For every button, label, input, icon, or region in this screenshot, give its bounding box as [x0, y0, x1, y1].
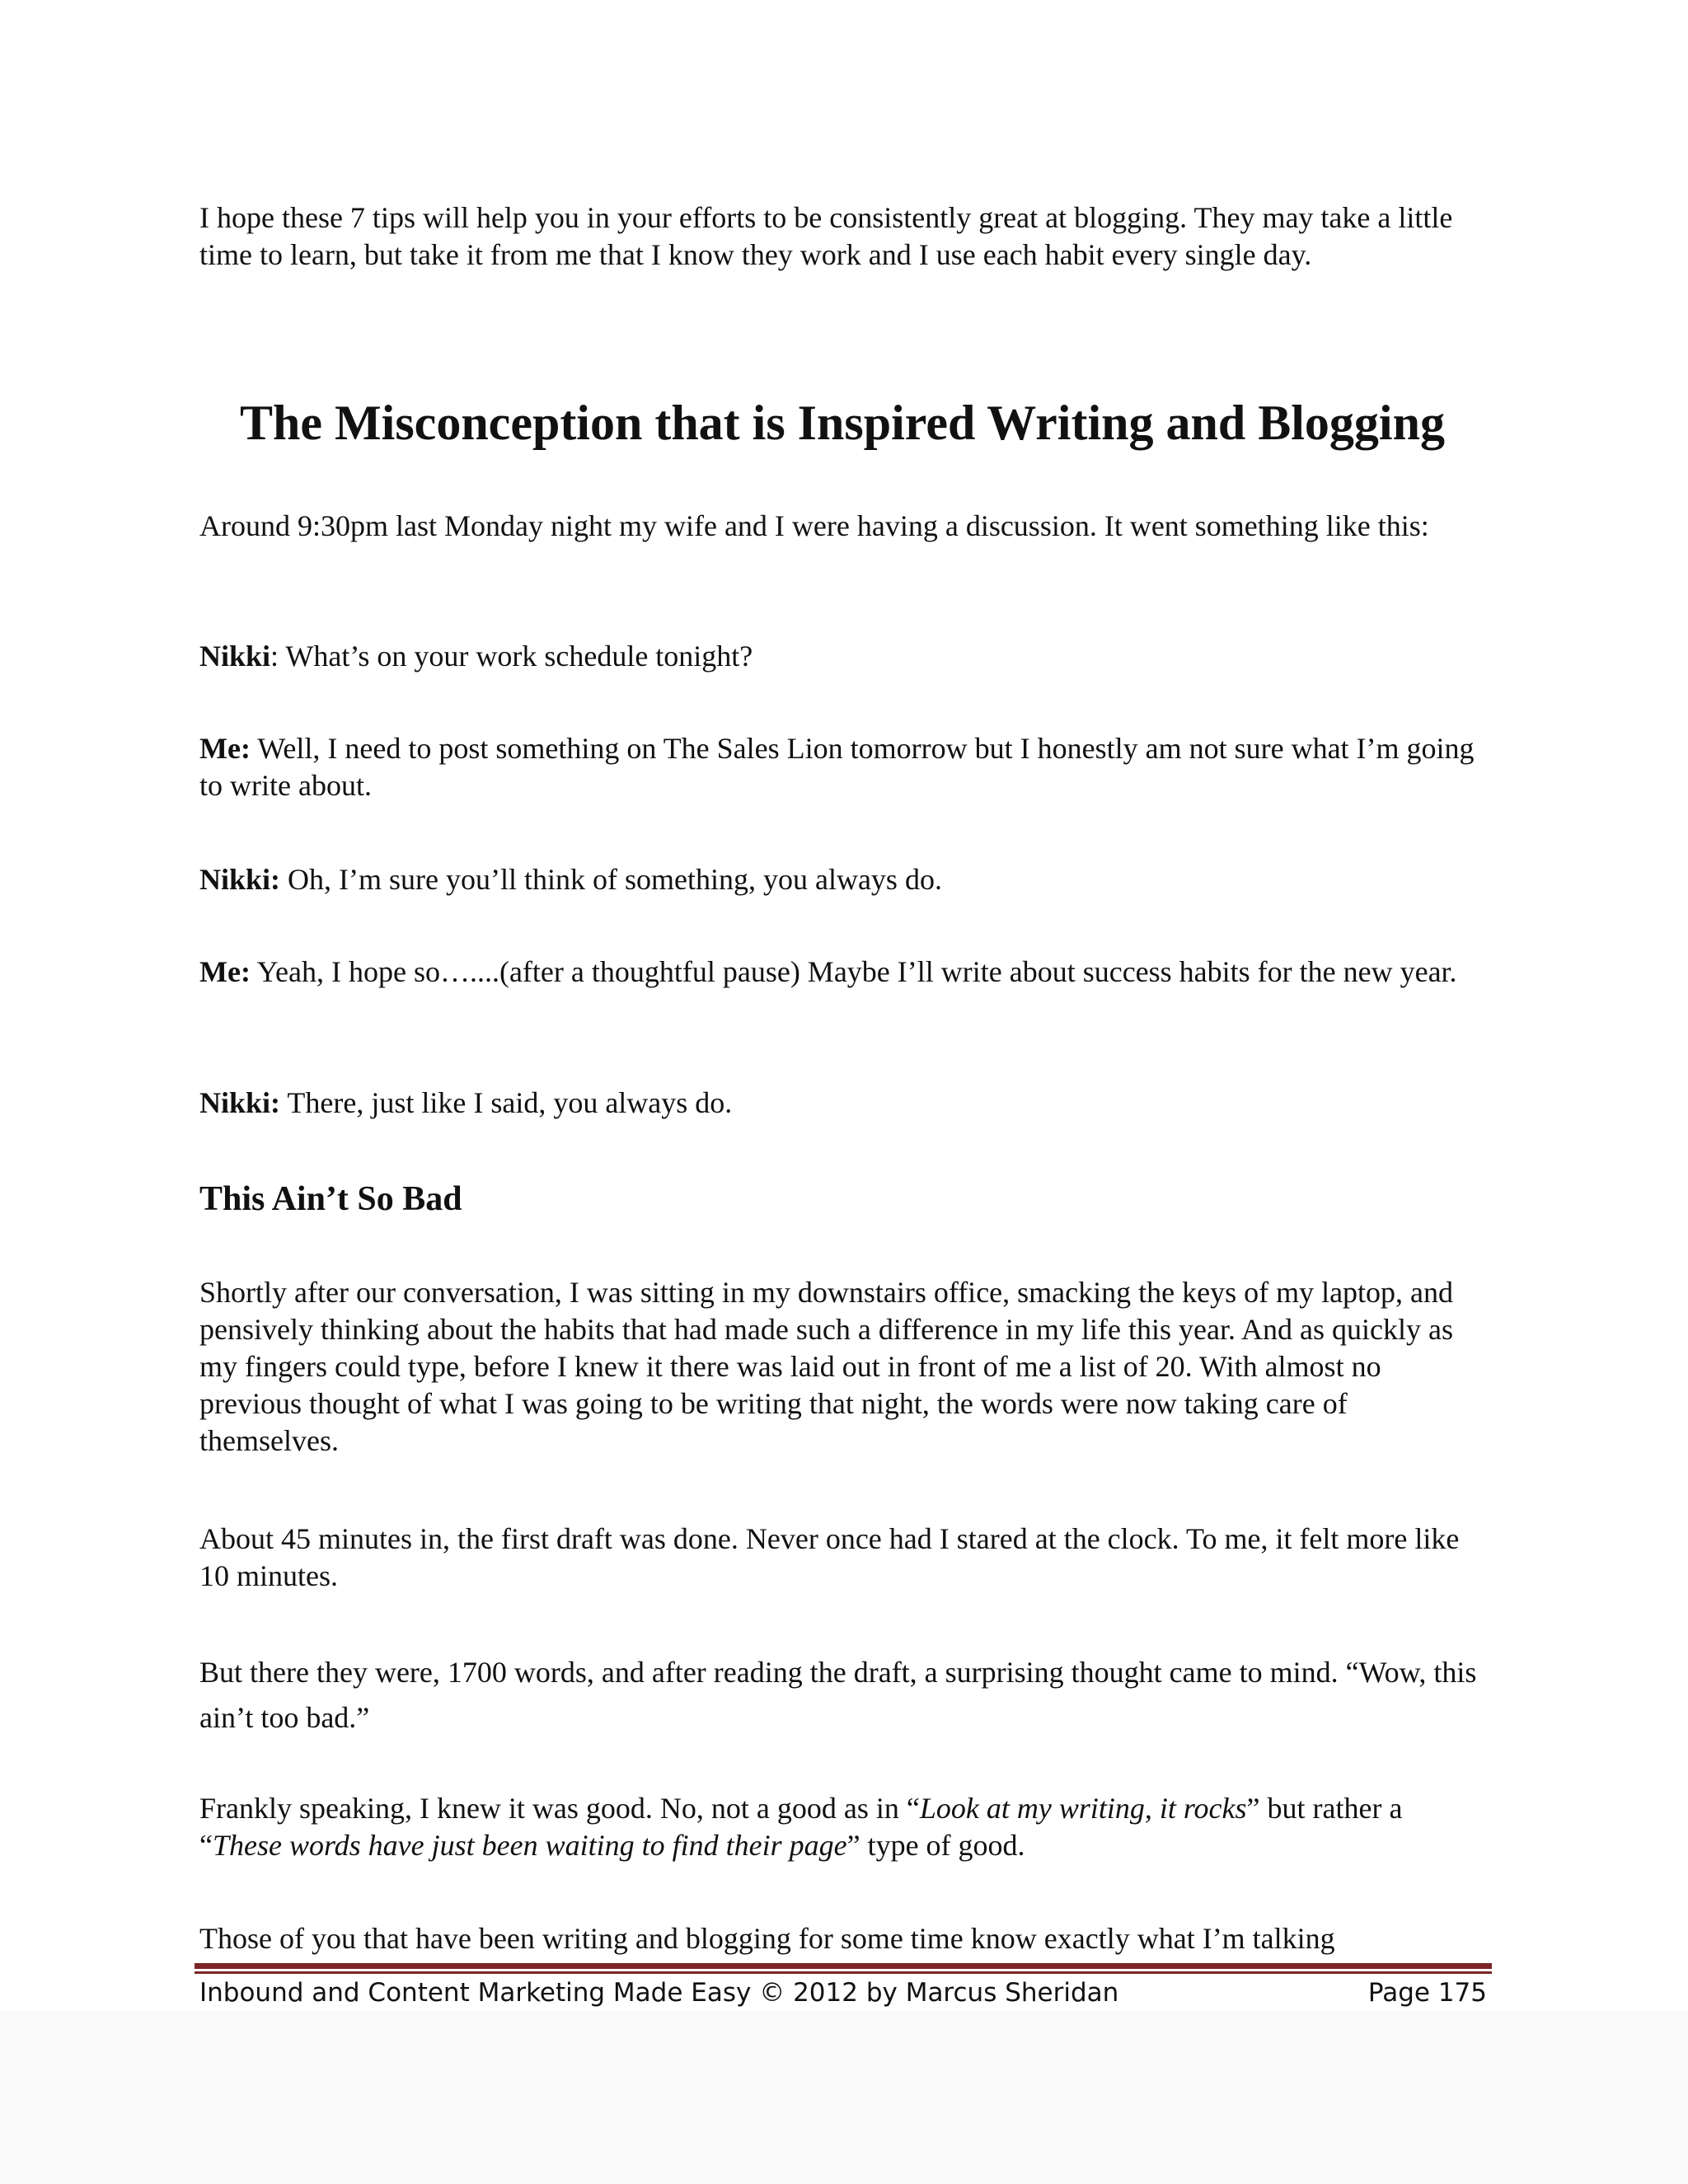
page-number: Page 175: [1367, 1978, 1487, 2008]
body-paragraph: Frankly speaking, I knew it was good. No, not a good as in “Look at my writing, it rocks” but rather a “These words have just been waiting to find their page” type of good.: [199, 1792, 1403, 1862]
speaker-name: Nikki:: [199, 863, 281, 896]
dialogue-text: Well, I need to post something on The Sales Lion tomorrow but I honestly am not sure what I’m going to write about.: [199, 732, 1475, 802]
dialogue-text: Yeah, I hope so…....(after a thoughtful pause) Maybe I’ll write about success habits for the new year.: [256, 955, 1457, 988]
italic-quote: Look at my writing, it rocks: [919, 1792, 1247, 1825]
opening-paragraph: Around 9:30pm last Monday night my wife and I were having a discussion. It went something like this:: [199, 509, 1429, 542]
dialogue-line: [199, 1085, 1485, 1122]
chapter-title: The Misconception that is Inspired Writing and Blogging: [240, 396, 1445, 450]
body-paragraph: Shortly after our conversation, I was sitting in my downstairs office, smacking the keys of my laptop, and pensively thinking about the habits that had made such a difference in my life this year. And as quickly as my fingers could type, before I knew it there was laid out in front of me a list of 20. With almost no previous thought of what I was going to be writing that night, the words were now taking care of themselves.: [199, 1276, 1454, 1457]
dialogue-text: Oh, I’m sure you’ll think of something, you always do.: [288, 863, 942, 896]
footer-copyright: Inbound and Content Marketing Made Easy © 2012 by Marcus Sheridan: [199, 1978, 1119, 2008]
dialogue-text: What’s on your work schedule tonight?: [285, 640, 753, 673]
speaker-name: Nikki: [199, 640, 271, 673]
dialogue-line: [199, 861, 1485, 898]
body-paragraph: About 45 minutes in, the first draft was done. Never once had I stared at the clock. To me, it felt more like 10 minutes.: [199, 1522, 1460, 1592]
body-paragraph: But there they were, 1700 words, and after reading the draft, a surprising thought came to mind. “Wow, this ain’t too bad.”: [199, 1656, 1477, 1734]
page-bottom-tint: [0, 2011, 1688, 2184]
speaker-name: Me:: [199, 732, 251, 765]
italic-quote: These words have just been waiting to find their page: [212, 1829, 847, 1862]
dialogue-line: [199, 730, 1485, 804]
dialogue-line: Nikki: What’s on your work schedule tonight?: [199, 640, 753, 673]
speaker-name: Nikki:: [199, 1086, 281, 1119]
section-heading: This Ain’t So Bad: [199, 1180, 462, 1218]
speaker-name: Me:: [199, 955, 251, 988]
dialogue-line: [199, 954, 1485, 991]
footer-rule: [195, 1963, 1492, 1974]
body-paragraph-continued: Those of you that have been writing and blogging for some time know exactly what I’m talking: [199, 1922, 1335, 1955]
dialogue-text: There, just like I said, you always do.: [287, 1086, 733, 1119]
intro-paragraph: I hope these 7 tips will help you in your efforts to be consistently great at blogging. They may take a little time to learn, but take it from me that I know they work and I use each habit every single day.: [199, 201, 1453, 271]
